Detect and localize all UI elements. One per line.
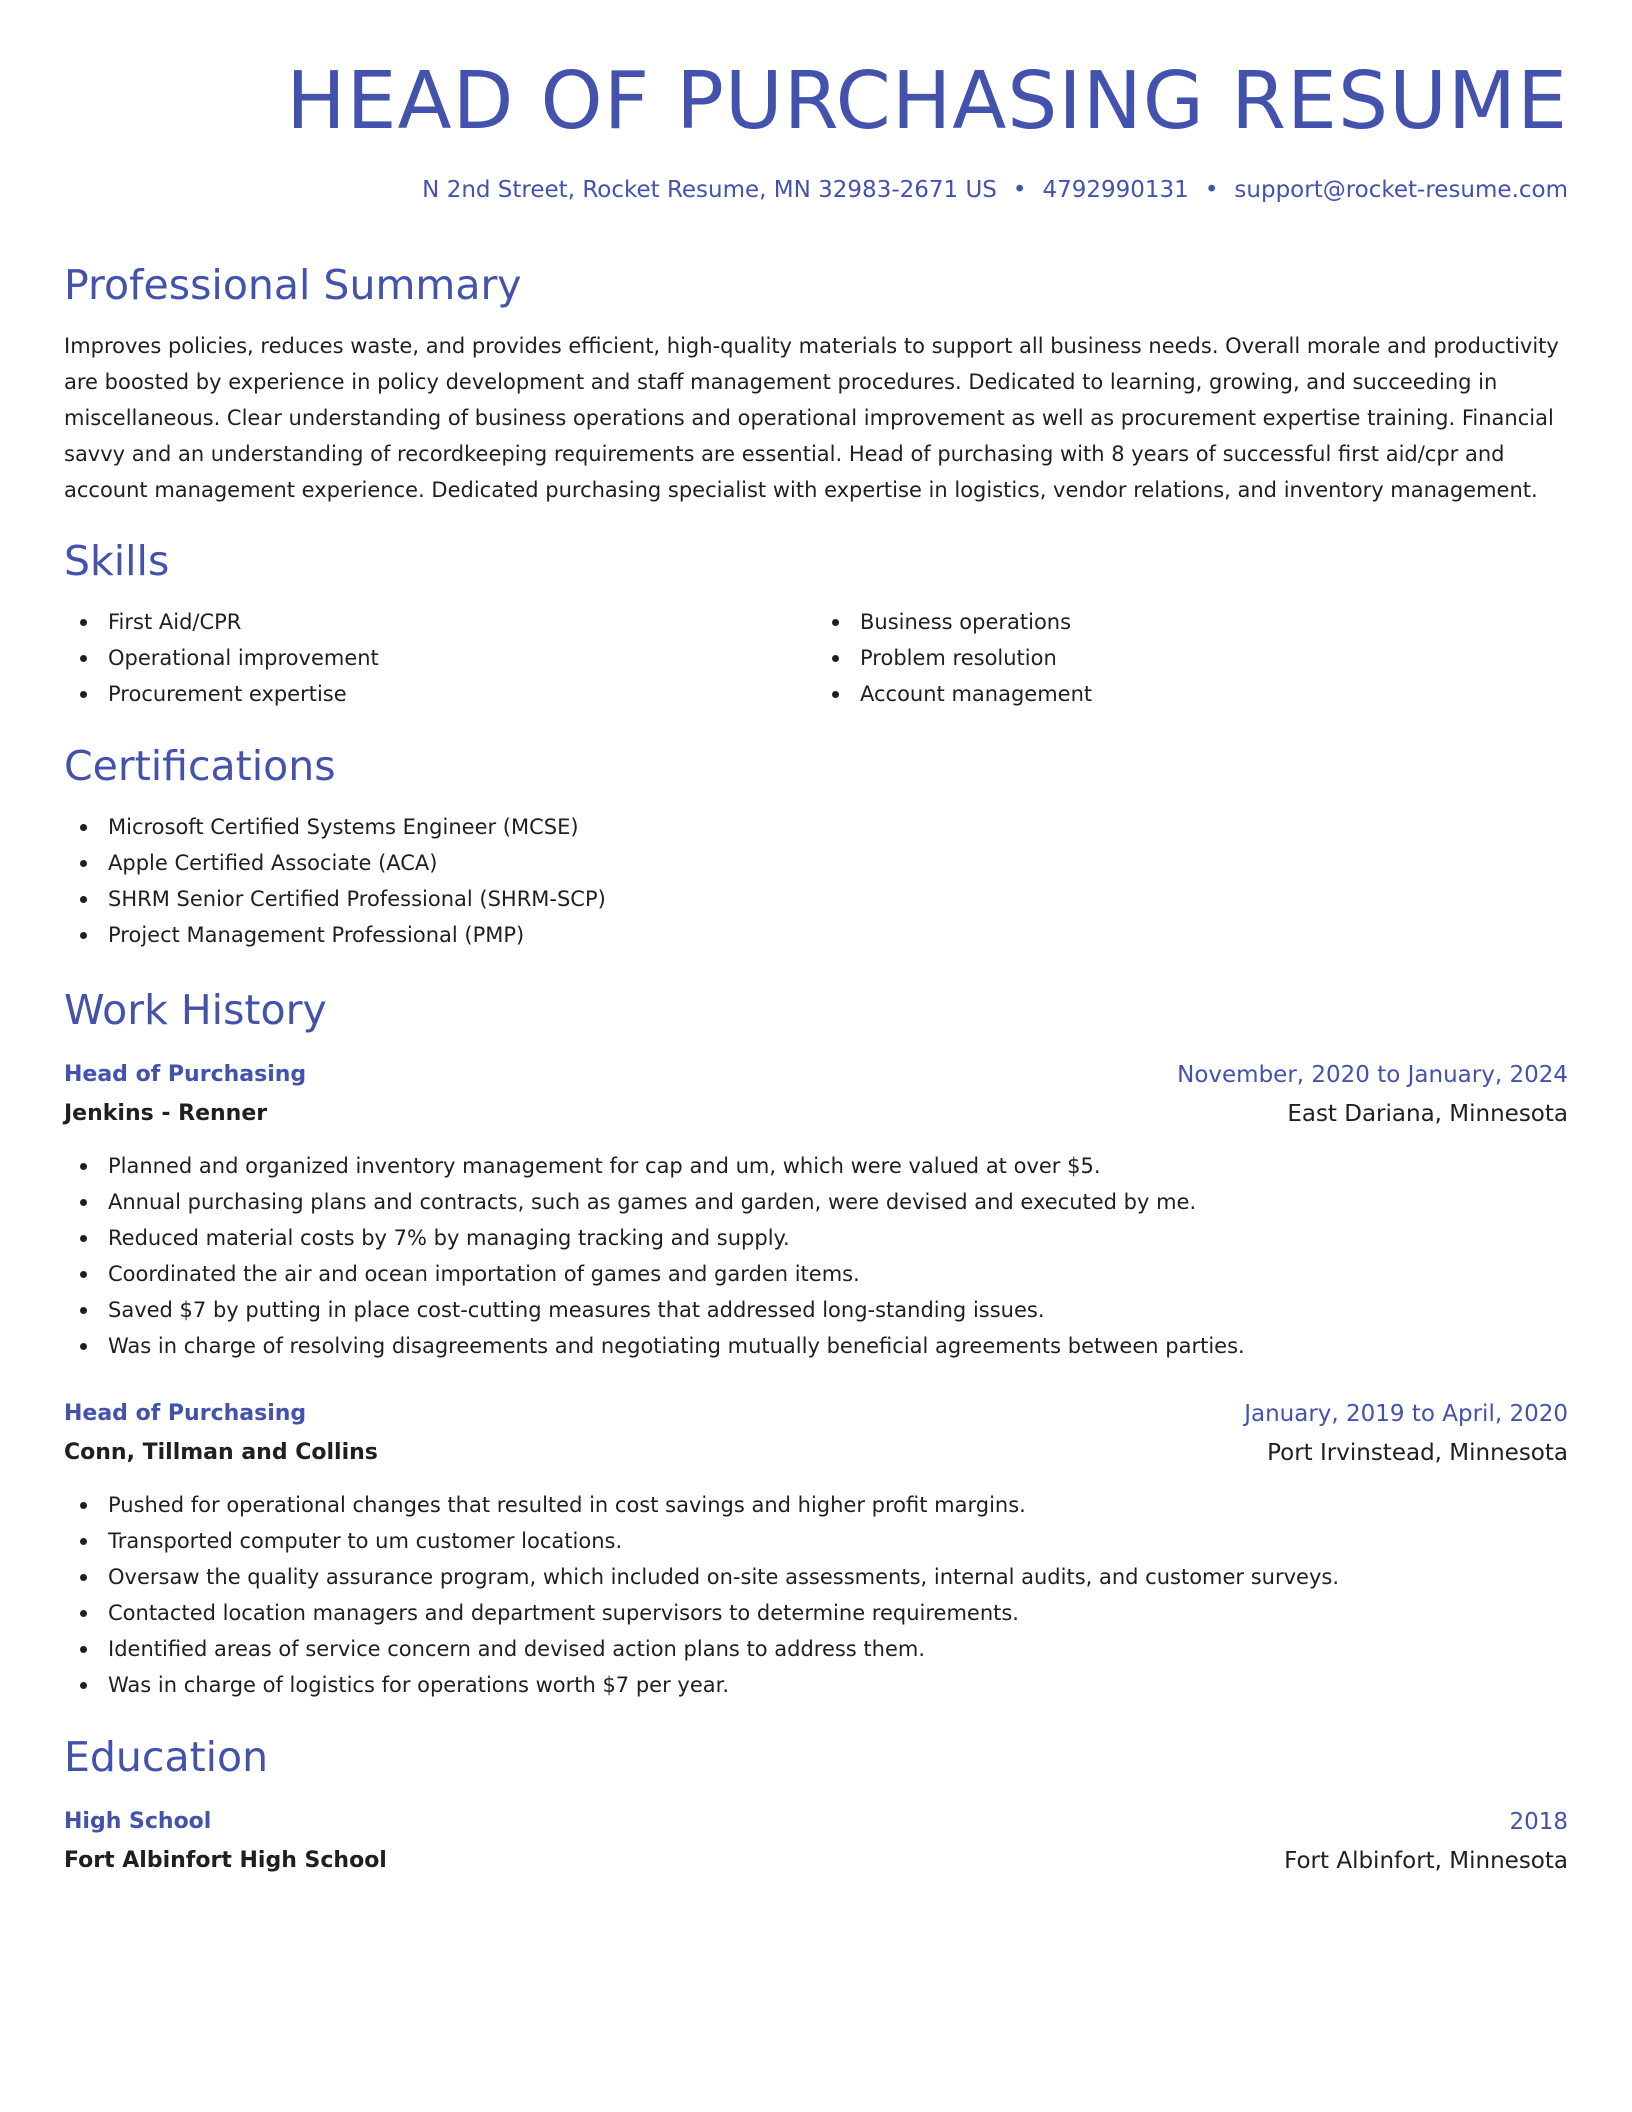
certifications-heading: Certifications [64, 742, 336, 790]
summary-text: Improves policies, reduces waste, and provides efficient, high-quality materials to support all business needs. Overall morale and productivity are boosted by experience in policy development and staff management procedures. Dedicated to learning, growing, and succeeding in miscellaneous. Clear understanding of business operations and operational improvement as well as procurement expertise training. Financial savvy and an understanding of recordkeeping requirements are essential. Head of purchasing with 8 years of successful first aid/cpr and account management experience. Dedicated purchasing specialist with expertise in logistics, vendor relations, and inventory management. [64, 334, 1559, 502]
contact-line [64, 179, 1568, 202]
skill-item: Operational improvement [64, 640, 816, 676]
job-title: Head of Purchasing [64, 1062, 307, 1087]
contact-email[interactable]: support@rocket-resume.com [1234, 177, 1568, 203]
skills-heading: Skills [64, 537, 170, 585]
job-subheader [64, 1442, 1568, 1465]
education-subheader [64, 1850, 1568, 1873]
job-bullet: Reduced material costs by 7% by managing tracking and supply. [64, 1220, 1568, 1256]
summary-section [64, 261, 1568, 508]
job-location: East Dariana, Minnesota [1287, 1101, 1568, 1127]
certification-item: SHRM Senior Certified Professional (SHRM-SCP) [64, 881, 1568, 917]
contact-separator: • [1204, 177, 1219, 203]
skills-list-right [816, 604, 1568, 712]
skill-item: Problem resolution [816, 640, 1568, 676]
contact-separator: • [1012, 177, 1027, 203]
skill-item: Business operations [816, 604, 1568, 640]
skills-grid [64, 604, 1568, 712]
job-bullet: Annual purchasing plans and contracts, such as games and garden, were devised and executed by me. [64, 1184, 1568, 1220]
job-entry [64, 1403, 1568, 1703]
job-header [64, 1403, 1568, 1426]
education-year: 2018 [1509, 1809, 1568, 1835]
education-heading: Education [64, 1733, 269, 1781]
certification-item: Apple Certified Associate (ACA) [64, 845, 1568, 881]
job-bullet: Contacted location managers and department supervisors to determine requirements. [64, 1595, 1568, 1631]
skill-item: Account management [816, 676, 1568, 712]
contact-phone: 4792990131 [1042, 177, 1189, 203]
job-bullet: Transported computer to um customer locations. [64, 1523, 1568, 1559]
education-section [64, 1733, 1568, 1781]
job-bullets [64, 1148, 1568, 1364]
work-history-section [64, 986, 1568, 1034]
job-bullet: Was in charge of logistics for operations worth $7 per year. [64, 1667, 1568, 1703]
education-header [64, 1811, 1568, 1834]
job-dates: January, 2019 to April, 2020 [1244, 1401, 1568, 1427]
certification-item: Microsoft Certified Systems Engineer (MCSE) [64, 809, 1568, 845]
skills-list-left [64, 604, 816, 712]
summary-heading: Professional Summary [64, 261, 522, 309]
contact-address: N 2nd Street, Rocket Resume, MN 32983-2671 US [422, 177, 997, 203]
job-bullet: Planned and organized inventory management for cap and um, which were valued at over $5. [64, 1148, 1568, 1184]
job-bullets [64, 1487, 1568, 1703]
job-header [64, 1064, 1568, 1087]
resume-title: HEAD OF PURCHASING RESUME [286, 55, 1568, 147]
job-subheader [64, 1103, 1568, 1126]
certifications-list [64, 809, 1568, 953]
education-entry [64, 1811, 1568, 1873]
job-bullet: Pushed for operational changes that resulted in cost savings and higher profit margins. [64, 1487, 1568, 1523]
job-bullet: Oversaw the quality assurance program, which included on-site assessments, internal audits, and customer surveys. [64, 1559, 1568, 1595]
job-bullet: Saved $7 by putting in place cost-cutting measures that addressed long-standing issues. [64, 1292, 1568, 1328]
certification-item: Project Management Professional (PMP) [64, 917, 1568, 953]
job-company: Jenkins - Renner [64, 1101, 268, 1126]
job-location: Port Irvinstead, Minnesota [1267, 1440, 1568, 1466]
job-company: Conn, Tillman and Collins [64, 1440, 378, 1465]
skill-item: Procurement expertise [64, 676, 816, 712]
education-degree: High School [64, 1809, 212, 1834]
job-entry [64, 1064, 1568, 1364]
certifications-section [64, 742, 1568, 953]
job-bullet: Coordinated the air and ocean importation of games and garden items. [64, 1256, 1568, 1292]
job-dates: November, 2020 to January, 2024 [1177, 1062, 1568, 1088]
job-bullet: Identified areas of service concern and devised action plans to address them. [64, 1631, 1568, 1667]
skill-item: First Aid/CPR [64, 604, 816, 640]
education-school: Fort Albinfort High School [64, 1848, 387, 1873]
education-location: Fort Albinfort, Minnesota [1284, 1848, 1568, 1874]
job-title: Head of Purchasing [64, 1401, 307, 1426]
skills-section [64, 537, 1568, 712]
work-history-heading: Work History [64, 986, 327, 1034]
job-bullet: Was in charge of resolving disagreements and negotiating mutually beneficial agreements between parties. [64, 1328, 1568, 1364]
